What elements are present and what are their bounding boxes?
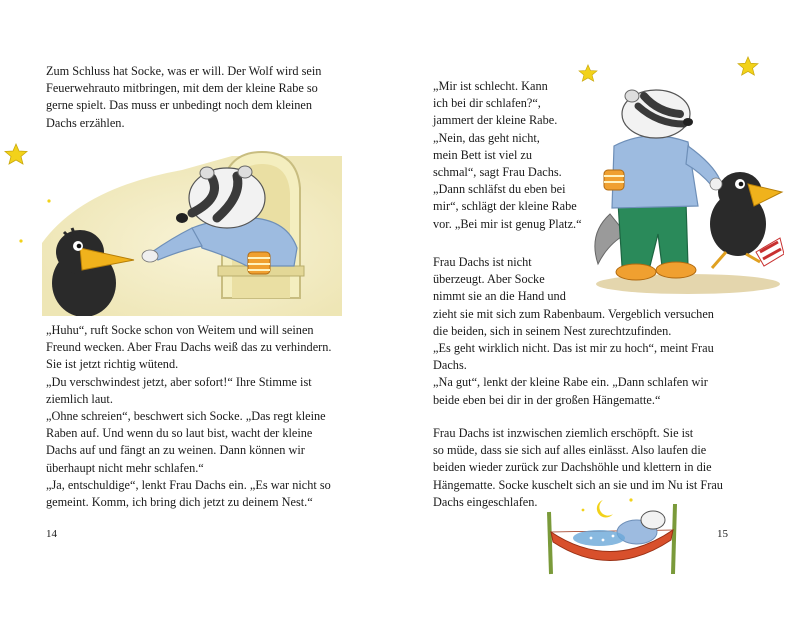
text-line: „Ohne schreien“, beschwert sich Socke. „Das regt kleine <box>46 409 326 424</box>
text-line: „Mir ist schlecht. Kann <box>433 79 548 93</box>
text-line: überzeugt. Aber Socke <box>433 272 545 287</box>
text-line: die beiden, sich in seinem Nest zurechtzufinden. <box>433 323 672 338</box>
text-line: „Huhu“, ruft Socke schon von Weitem und will seinen <box>46 323 314 337</box>
text-line: „Dann schläfst du eben bei <box>433 182 566 197</box>
text-line: vor. „Bei mir ist genug Platz.“ <box>433 216 582 231</box>
right-page <box>393 0 786 628</box>
text-line: Frau Dachs ist inzwischen ziemlich erschöpft. Sie ist <box>433 426 694 440</box>
text-line: beiden wieder zurück zur Dachshöhle und klettern in die <box>433 460 712 475</box>
text-line: beide eben bei dir in der großen Hängematte.“ <box>433 392 661 407</box>
text-line: so müde, dass sie sich auf alles einlässt. Also laufen die <box>433 443 707 458</box>
text-line: Hängematte. Socke kuschelt sich an sie und im Nu ist Frau <box>433 477 723 492</box>
hammock-moon-illustration <box>541 494 691 576</box>
text-line: Dachs erzählen. <box>46 115 125 130</box>
text-line: Raben auf. Und wenn du so laut bist, wacht der kleine <box>46 426 313 441</box>
sparkle-icon <box>44 196 54 206</box>
text-line: Freund wecken. Aber Frau Dachs weiß das zu verhindern. <box>46 340 332 355</box>
text-line: ich bei dir schlafen?“, <box>433 96 541 111</box>
text-line: schmal“, sagt Frau Dachs. <box>433 165 562 180</box>
sparkle-icon <box>16 236 26 246</box>
text-line: „Es geht wirklich nicht. Das ist mir zu hoch“, meint Frau <box>433 341 714 356</box>
text-line: zieht sie mit sich zum Rabenbaum. Vergeblich versuchen <box>433 306 714 321</box>
text-line: Feuerwehrauto mitbringen, mit dem der kleine Rabe so <box>46 81 318 96</box>
text-line: Dachs auf und fängt an zu weinen. Dann können wir <box>46 443 305 458</box>
page-number-left: 14 <box>46 528 57 540</box>
badger-raven-walking-illustration <box>588 84 784 298</box>
text-line: „Du verschwindest jetzt, aber sofort!“ Ihre Stimme ist <box>46 374 312 389</box>
text-line: mir“, schlägt der kleine Rabe <box>433 199 577 214</box>
left-paragraph-2 <box>46 322 331 511</box>
text-line: „Nein, das geht nicht, <box>433 130 540 145</box>
text-line: überhaupt nicht mehr schlafen.“ <box>46 460 204 475</box>
text-line: gemeint. Komm, ich bring dich jetzt zu deinem Nest.“ <box>46 495 313 510</box>
text-line: Frau Dachs ist nicht <box>433 255 532 269</box>
star-icon <box>4 143 28 165</box>
page-number-right: 15 <box>717 528 728 540</box>
text-line: mein Bett ist viel zu <box>433 147 533 162</box>
text-line: „Ja, entschuldige“, lenkt Frau Dachs ein. „Es war nicht so <box>46 477 331 492</box>
badger-window-raven-illustration <box>42 148 342 316</box>
text-line: Dachs. <box>433 358 467 373</box>
text-line: Sie ist jetzt richtig wütend. <box>46 357 179 372</box>
star-icon <box>578 64 598 82</box>
left-paragraph-1 <box>46 63 321 132</box>
text-line: Dachs eingeschlafen. <box>433 494 538 509</box>
text-line: ziemlich laut. <box>46 391 113 406</box>
star-icon <box>737 56 759 76</box>
text-line: jammert der kleine Rabe. <box>433 113 558 128</box>
text-line: „Na gut“, lenkt der kleine Rabe ein. „Dann schlafen wir <box>433 375 708 390</box>
text-line: nimmt sie an die Hand und <box>433 289 566 304</box>
right-paragraph-1 <box>433 78 582 233</box>
text-line: gerne spielt. Das muss er unbedingt noch dem kleinen <box>46 98 313 113</box>
text-line: Zum Schluss hat Socke, was er will. Der Wolf wird sein <box>46 64 322 78</box>
